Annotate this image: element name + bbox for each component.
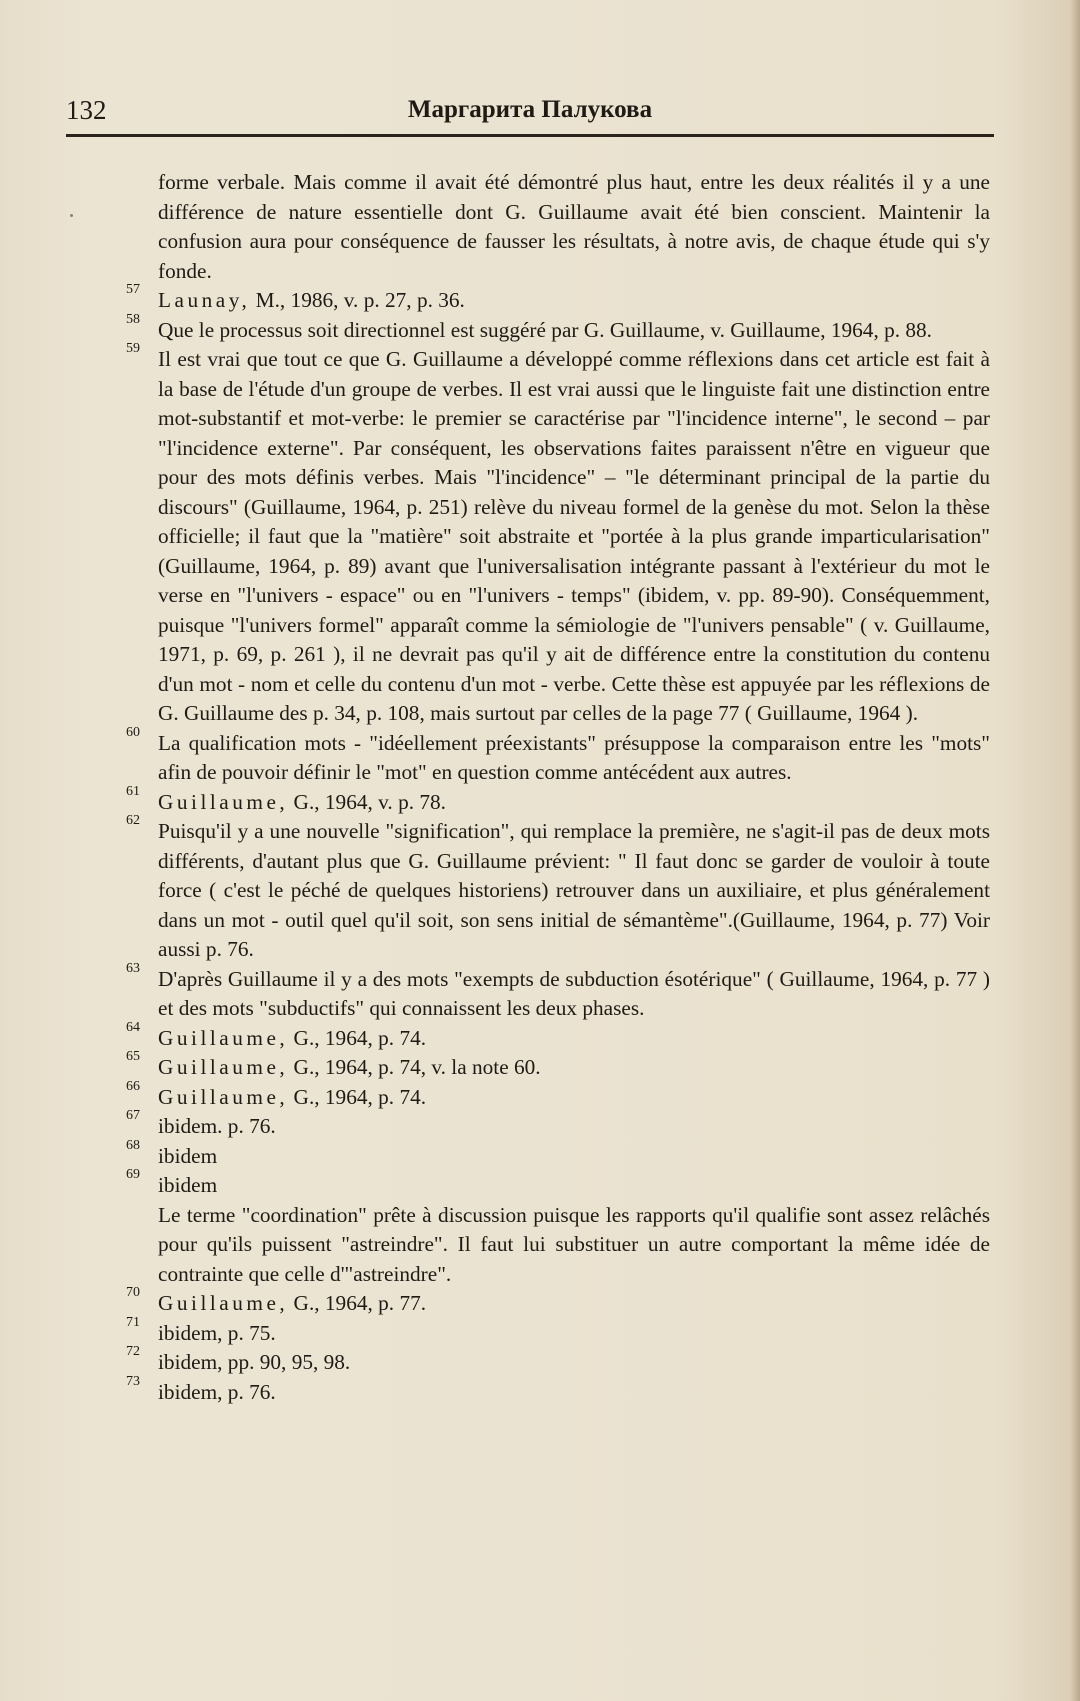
- paper-speck: [70, 214, 73, 217]
- footnote-61: [126, 783, 990, 818]
- footnote-60: [126, 724, 990, 788]
- author-name: Launay,: [158, 288, 251, 312]
- footnotes-body: [126, 168, 990, 1407]
- footnote-66: [126, 1078, 990, 1113]
- footnote-text: G., 1964, p. 77.: [288, 1291, 427, 1315]
- footnote-65: [126, 1049, 990, 1083]
- footnote-text: D'après Guillaume il y a des mots "exempts de subduction ésotérique" ( Guillaume, 1964, p. 77 ) et des mots "subductifs" qui connaissent les deux phases.: [158, 966, 990, 1020]
- author-name: Guillaume,: [158, 1025, 289, 1050]
- footnote-number: 57: [126, 282, 140, 297]
- footnote-text: ibidem, p. 76.: [158, 1379, 276, 1404]
- author-name: Guillaume,: [158, 789, 289, 814]
- footnote-73: [126, 1373, 990, 1408]
- footnote-number: 73: [126, 1373, 140, 1389]
- intro-paragraph: forme verbale. Mais comme il avait été démontré plus haut, entre les deux réalités il y a une différence de nature essentielle dont G. Guillaume avait été bien conscient. Maintenir la confusion aura pour conséquence de fausser les résultats, à notre avis, de chaque étude qui s'y fonde.: [158, 170, 990, 283]
- footnote-71: [126, 1314, 990, 1349]
- footnote-text: G., 1964, v. p. 78.: [288, 789, 446, 814]
- footnote-text: M., 1986, v. p. 27, p. 36.: [250, 288, 465, 312]
- footnote-number: 70: [126, 1285, 140, 1300]
- footnote-number: 69: [126, 1167, 140, 1182]
- footnote-68: [126, 1137, 990, 1172]
- footnote-number: 63: [126, 960, 140, 976]
- footnote-text: ibidem: [158, 1143, 218, 1168]
- footnote-text: ibidem, p. 75.: [158, 1320, 276, 1345]
- footnote-69: [126, 1167, 990, 1201]
- footnote-text: ibidem: [158, 1173, 218, 1197]
- header-rule: [66, 134, 994, 137]
- footnote-number: 59: [126, 341, 140, 356]
- author-name: Guillaume,: [158, 1084, 289, 1109]
- footnote-number: 66: [126, 1078, 140, 1094]
- footnote-number: 61: [126, 783, 140, 799]
- footnote-number: 67: [126, 1108, 140, 1123]
- footnote-text: G., 1964, p. 74.: [288, 1025, 427, 1050]
- footnote-59: [126, 341, 990, 729]
- footnote-text: ibidem, pp. 90, 95, 98.: [158, 1350, 351, 1374]
- footnote-text: G., 1964, p. 74.: [288, 1084, 427, 1109]
- footnote-72: [126, 1344, 990, 1378]
- footnote-67: [126, 1108, 990, 1142]
- author-name: Guillaume,: [158, 1055, 289, 1079]
- page-edge-shadow: [1070, 0, 1080, 1701]
- footnote-text: ibidem. p. 76.: [158, 1114, 276, 1138]
- footnote-62: [126, 813, 990, 965]
- footnote-text: G., 1964, p. 74, v. la note 60.: [288, 1055, 541, 1079]
- footnote-58: [126, 311, 990, 346]
- footnote-text: Puisqu'il y a une nouvelle "signification", qui remplace la première, ne s'agit-il pas de deux mots différents, d'autant plus que G. Guillaume prévient: " Il faut donc se garder de vouloir à toute force ( c'est le péché de quelques historiens) retrouver dans un auxiliaire, et plus généralement dans un mot - outil quel qu'il soit, son sens initial de sémantème".(Guillaume, 1964, p. 77) Voir aussi p. 76.: [158, 819, 990, 961]
- author-name: Guillaume,: [158, 1291, 289, 1315]
- footnote-number: 64: [126, 1019, 140, 1035]
- page-number: 132: [66, 95, 107, 125]
- footnote-number: 58: [126, 311, 140, 327]
- footnote-text: Que le processus soit directionnel est suggéré par G. Guillaume, v. Guillaume, 1964, p. 88.: [158, 317, 933, 342]
- unnumbered-paragraph: Le terme "coordination" prête à discussion puisque les rapports qu'il qualifie sont assez relâchés pour qu'ils puissent "astreindre". Il faut lui substituer un autre comportant la même idée de contrainte que celle d'"astreindre".: [158, 1202, 990, 1286]
- footnote-text: La qualification mots - "idéellement préexistants" présuppose la comparaison entre les "mots" afin de pouvoir définir le "mot" en question comme antécédent aux autres.: [158, 730, 990, 784]
- footnote-text: Il est vrai que tout ce que G. Guillaume a développé comme réflexions dans cet article est fait à la base de l'étude d'un groupe de verbes. Il est vrai aussi que le linguiste fait une distinction entre mot-substantif et mot-verbe: le premier se caractérise par "l'incidence interne", le second – par "l'incidence externe". Par conséquent, les observations faites paraissent n'être en vigueur que pour des mots définis verbes. Mais "l'incidence" – "le déterminant principal de la partie du discours" (Guillaume, 1964, p. 251) relève du niveau formel de la genèse du mot. Selon la thèse officielle; il faut que la "matière" soit abstraite et "portée à la plus grande imparticularisation" (Guillaume, 1964, p. 89) avant que l'universalisation intégrante passant à l'extérieur du mot le verse en "l'univers - espace" ou en "l'univers - temps" (ibidem, v. pp. 89-90). Conséquemment, puisque "l'univers formel" apparaît comme la sémiologie de "l'univers pensable" ( v. Guillaume, 1971, p. 69, p. 261 ), il ne devrait pas qu'il y ait de différence entre la constitution du contenu d'un mot - nom et celle du contenu d'un mot - verbe. Cette thèse est appuyée par les réflexions de G. Guillaume des p. 34, p. 108, mais surtout par celles de la page 77 ( Guillaume, 1964 ).: [158, 347, 990, 725]
- footnote-number: 60: [126, 724, 140, 740]
- running-title: Маргарита Палукова: [407, 96, 653, 123]
- footnote-64: [126, 1019, 990, 1054]
- footnote-number: 62: [126, 813, 140, 828]
- page-header: [66, 92, 994, 132]
- footnote-70: [126, 1285, 990, 1319]
- footnote-63: [126, 960, 990, 1024]
- footnote-57: [126, 282, 990, 316]
- footnote-number: 72: [126, 1344, 140, 1359]
- footnote-number: 65: [126, 1049, 140, 1064]
- footnote-number: 68: [126, 1137, 140, 1153]
- footnote-number: 71: [126, 1314, 140, 1330]
